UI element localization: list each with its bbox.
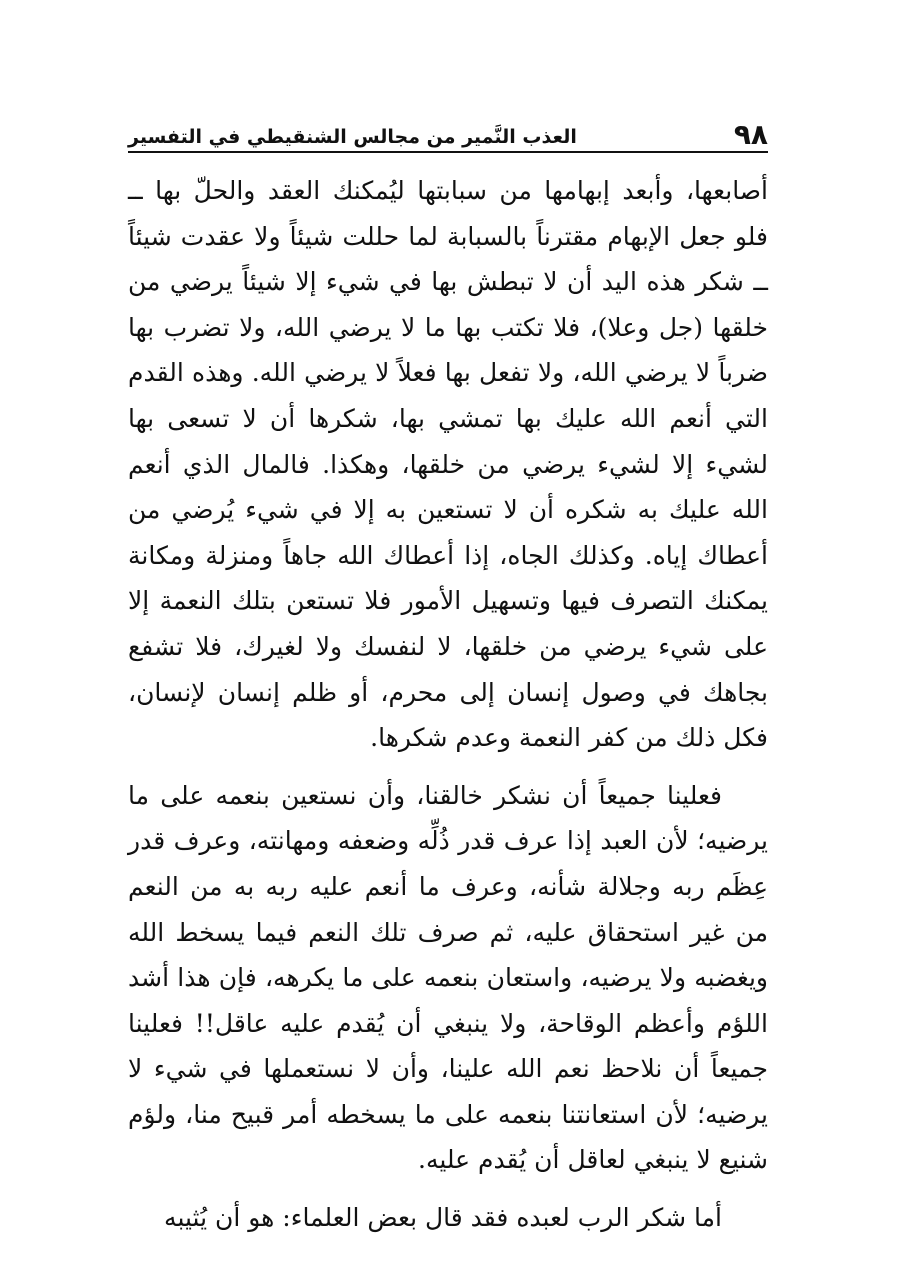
paragraph-2: فعلينا جميعاً أن نشكر خالقنا، وأن نستعين بنعمه على ما يرضيه؛ لأن العبد إذا عرف قدر ذُلِّه وضعفه ومهانته، وعرف قدر عِظَم ربه وجلالة شأنه، وعرف ما أنعم عليه ربه به من النعم من غير استحقاق عليه، ثم صرف تلك النعم فيما يسخط الله ويغضبه ولا يرضيه، واستعان بنعمه على ما يكرهه، فإن هذا أشد اللؤم وأعظم الوقاحة، ولا ينبغي أن يُقدم عليه عاقل!! فعلينا جميعاً أن نلاحظ نعم الله علينا، وأن لا نستعملها في شيء لا يرضيه؛ لأن استعانتنا بنعمه على ما يسخطه أمر قبيح منا، ولؤم شنيع لا ينبغي لعاقل أن يُقدم عليه. [128, 780, 768, 1175]
page-body [128, 168, 768, 1241]
paragraph-1: أصابعها، وأبعد إبهامها من سبابتها ليُمكنك العقد والحلّ بها ــ فلو جعل الإبهام مقترناً بالسبابة لما حللت شيئاً ولا عقدت شيئاً ــ شكر هذه اليد أن لا تبطش بها في شيء إلا شيئاً يرضي من خلقها (جل وعلا)، فلا تكتب بها ما لا يرضي الله، ولا تضرب بها ضرباً لا يرضي الله، ولا تفعل بها فعلاً لا يرضي الله. وهذه القدم التي أنعم الله عليك بها تمشي بها، شكرها أن لا تسعى بها لشيء إلا لشيء يرضي من خلقها، وهكذا. فالمال الذي أنعم الله عليك به شكره أن لا تستعين به إلا في شيء يُرضي من أعطاك إياه. وكذلك الجاه، إذا أعطاك الله جاهاً ومنزلة ومكانة يمكنك التصرف فيها وتسهيل الأمور فلا تستعن بتلك النعمة إلا على شيء يرضي من خلقها، لا لنفسك ولا لغيرك، فلا تشفع بجاهك في وصول إنسان إلى محرم، أو ظلم إنسان لإنسان، فكل ذلك من كفر النعمة وعدم شكرها. [128, 176, 768, 753]
running-title: العذب النَّمير من مجالس الشنقيطي في التفسير [128, 126, 577, 148]
paragraph-3: أما شكر الرب لعبده فقد قال بعض العلماء: هو أن يُثيبه [164, 1203, 722, 1233]
page-number: ٩٨ [733, 118, 768, 151]
header-divider [128, 151, 768, 153]
page-header [128, 106, 768, 152]
